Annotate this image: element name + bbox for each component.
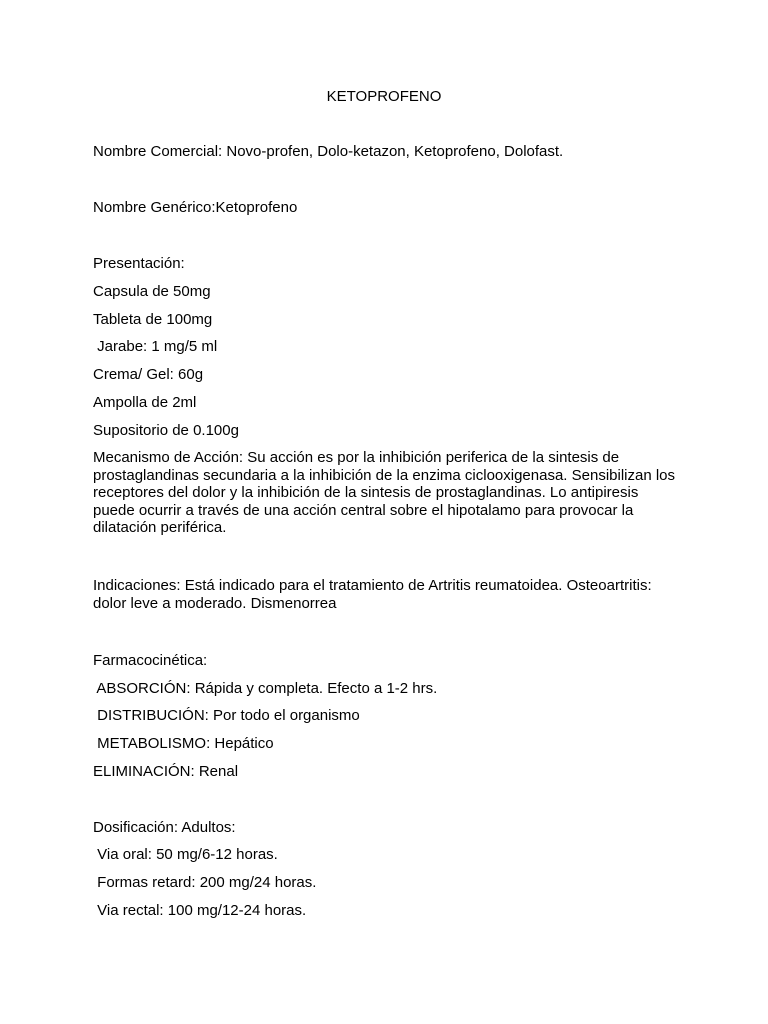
mecanismo-de-accion: Mecanismo de Acción: Su acción es por la inhibición periferica de la sintesis de prostaglandinas secundaria a la inhibición de la enzima ciclooxigenasa. Sensibilizan los receptores del dolor y la inhibición de la sintesis de prostaglandinas. Lo antipiresis puede ocurrir a través de una acción central sobre el hipotalamo para provocar la dilatación periférica.: [93, 449, 676, 536]
farmacocinetica-heading: Farmacocinética:: [93, 652, 208, 669]
document-title: KETOPROFENO: [326, 88, 442, 105]
presentacion-item: Jarabe: 1 mg/5 ml: [93, 338, 218, 355]
presentacion-item: Ampolla de 2ml: [93, 394, 197, 411]
presentacion-item: Crema/ Gel: 60g: [93, 366, 204, 383]
farmacocinetica-item: DISTRIBUCIÓN: Por todo el organismo: [93, 707, 360, 724]
farmacocinetica-item: METABOLISMO: Hepático: [93, 735, 274, 752]
dosificacion-item: Via rectal: 100 mg/12-24 horas.: [93, 902, 307, 919]
dosificacion-item: Via oral: 50 mg/6-12 horas.: [93, 846, 278, 863]
presentacion-heading: Presentación:: [93, 255, 185, 272]
presentacion-item: Tableta de 100mg: [93, 311, 213, 328]
nombre-comercial: Nombre Comercial: Novo-profen, Dolo-ketazon, Ketoprofeno, Dolofast.: [93, 143, 564, 160]
farmacocinetica-item: ABSORCIÓN: Rápida y completa. Efecto a 1-2 hrs.: [93, 680, 438, 697]
presentacion-item: Capsula de 50mg: [93, 283, 211, 300]
dosificacion-item: Formas retard: 200 mg/24 horas.: [93, 874, 317, 891]
presentacion-item: Supositorio de 0.100g: [93, 422, 239, 439]
dosificacion-heading: Dosificación: Adultos:: [93, 819, 236, 836]
nombre-generico: Nombre Genérico:Ketoprofeno: [93, 199, 298, 216]
indicaciones: Indicaciones: Está indicado para el tratamiento de Artritis reumatoidea. Osteoartritis: dolor leve a moderado. Dismenorrea: [93, 577, 652, 612]
farmacocinetica-item: ELIMINACIÓN: Renal: [93, 763, 239, 780]
